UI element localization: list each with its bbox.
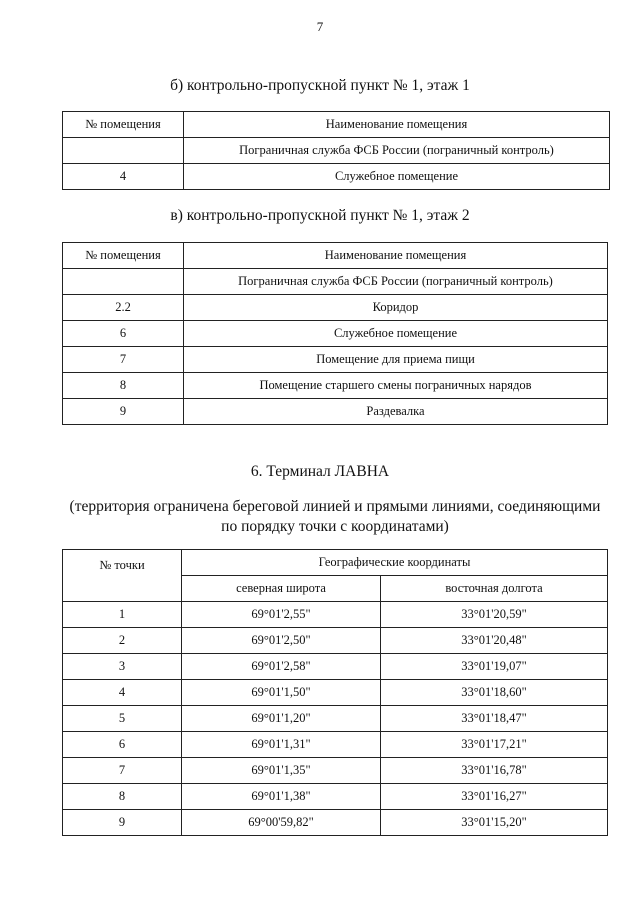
header-coordinates: Географические координаты <box>182 550 608 576</box>
latitude-value: 69°01'1,35" <box>182 758 381 784</box>
longitude-value: 33°01'18,47" <box>381 706 608 732</box>
header-room-number: № помещения <box>63 243 184 269</box>
page-number: 7 <box>316 19 324 34</box>
section-6-title: 6. Терминал ЛАВНА <box>250 463 390 480</box>
longitude-value: 33°01'18,60" <box>381 680 608 706</box>
room-name: Коридор <box>184 295 608 321</box>
point-number: 8 <box>63 784 182 810</box>
table-row <box>63 706 608 732</box>
header-latitude: северная широта <box>182 576 381 602</box>
latitude-value: 69°01'2,50" <box>182 628 381 654</box>
table-row <box>63 138 610 164</box>
longitude-value: 33°01'15,20" <box>381 810 608 836</box>
table-header-row <box>63 243 608 269</box>
room-number: 9 <box>63 399 184 425</box>
longitude-value: 33°01'17,21" <box>381 732 608 758</box>
table-header-row <box>63 112 610 138</box>
section-b-title: б) контрольно-пропускной пункт № 1, этаж 1 <box>170 77 470 94</box>
header-room-name: Наименование помещения <box>184 112 610 138</box>
latitude-value: 69°01'2,55" <box>182 602 381 628</box>
point-number: 6 <box>63 732 182 758</box>
room-name: Раздевалка <box>184 399 608 425</box>
table-header-row <box>63 550 608 576</box>
point-number: 2 <box>63 628 182 654</box>
room-name: Пограничная служба ФСБ России (пограничный контроль) <box>184 138 610 164</box>
point-number: 4 <box>63 680 182 706</box>
room-name: Помещение для приема пищи <box>184 347 608 373</box>
room-name: Помещение старшего смены пограничных нарядов <box>184 373 608 399</box>
table-row <box>63 732 608 758</box>
table-row <box>63 321 608 347</box>
latitude-value: 69°01'2,58" <box>182 654 381 680</box>
table-row <box>63 295 608 321</box>
room-name: Служебное помещение <box>184 321 608 347</box>
table-row <box>63 680 608 706</box>
table-row <box>63 810 608 836</box>
latitude-value: 69°00'59,82" <box>182 810 381 836</box>
table-row <box>63 628 608 654</box>
header-longitude: восточная долгота <box>381 576 608 602</box>
table-row <box>63 399 608 425</box>
longitude-value: 33°01'19,07" <box>381 654 608 680</box>
latitude-value: 69°01'1,38" <box>182 784 381 810</box>
room-number <box>63 269 184 295</box>
point-number: 9 <box>63 810 182 836</box>
table-row <box>63 784 608 810</box>
room-number: 6 <box>63 321 184 347</box>
coordinates-table <box>62 549 608 836</box>
room-name: Служебное помещение <box>184 164 610 190</box>
table-row <box>63 654 608 680</box>
table-row <box>63 373 608 399</box>
longitude-value: 33°01'16,27" <box>381 784 608 810</box>
table-row <box>63 602 608 628</box>
room-number: 7 <box>63 347 184 373</box>
room-name: Пограничная служба ФСБ России (пограничный контроль) <box>184 269 608 295</box>
table-row <box>63 758 608 784</box>
header-room-name: Наименование помещения <box>184 243 608 269</box>
header-room-number: № помещения <box>63 112 184 138</box>
latitude-value: 69°01'1,50" <box>182 680 381 706</box>
room-number <box>63 138 184 164</box>
table-row <box>63 347 608 373</box>
point-number: 5 <box>63 706 182 732</box>
point-number: 1 <box>63 602 182 628</box>
table-row <box>63 269 608 295</box>
room-number: 2.2 <box>63 295 184 321</box>
section-v-table <box>62 242 608 425</box>
section-6-subtitle: (территория ограничена береговой линией и прямыми линиями, соединяющими по порядку точки с координатами) <box>69 498 601 535</box>
longitude-value: 33°01'16,78" <box>381 758 608 784</box>
header-point-number: № точки <box>63 550 182 602</box>
latitude-value: 69°01'1,31" <box>182 732 381 758</box>
point-number: 7 <box>63 758 182 784</box>
section-v-title: в) контрольно-пропускной пункт № 1, этаж 2 <box>170 207 470 224</box>
point-number: 3 <box>63 654 182 680</box>
latitude-value: 69°01'1,20" <box>182 706 381 732</box>
longitude-value: 33°01'20,48" <box>381 628 608 654</box>
section-b-table <box>62 111 610 190</box>
longitude-value: 33°01'20,59" <box>381 602 608 628</box>
room-number: 8 <box>63 373 184 399</box>
table-row <box>63 164 610 190</box>
room-number: 4 <box>63 164 184 190</box>
